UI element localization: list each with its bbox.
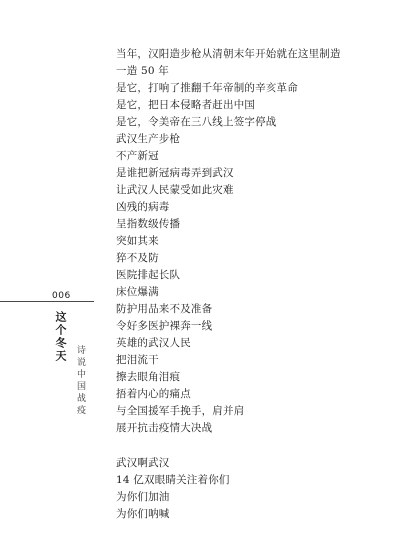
book-subtitle: 诗说中国战疫: [75, 345, 85, 417]
poem-line: 捂着内心的痛点: [116, 388, 191, 400]
poem-line: 展开抗击疫情大决战: [116, 422, 213, 434]
poem-line: 是它，把日本侵略者赶出中国: [116, 99, 256, 111]
poem-line: 呈指数级传播: [116, 218, 181, 230]
poem-line: 医院排起长队: [116, 269, 181, 281]
poem-line: 是谁把新冠病毒弄到武汉: [116, 167, 234, 179]
poem-line: 猝不及防: [116, 252, 159, 264]
margin-divider: [0, 301, 94, 302]
poem-line: 不产新冠: [116, 150, 159, 162]
stanza: [116, 455, 386, 523]
poem-line: 为你们加油: [116, 491, 170, 503]
poem-line: 一造 50 年: [116, 65, 169, 77]
poem-line: 为你们呐喊: [116, 508, 170, 520]
poem-line: 是它，打响了推翻千年帝制的辛亥革命: [116, 82, 298, 94]
poem-line: 令好多医护裸奔一线: [116, 320, 213, 332]
poem-line: 与全国援军手挽手，肩并肩: [116, 405, 245, 417]
book-title: 这个冬天: [54, 311, 67, 363]
poem-line: 14 亿双眼睛关注着你们: [116, 474, 230, 486]
poem-line: 武汉啊武汉: [116, 457, 170, 469]
poem-line: 当年，汉阳造步枪从清朝末年开始就在这里制造: [116, 48, 341, 60]
poem-line: 是它，令美帝在三八线上签字停战: [116, 116, 277, 128]
poem-body: [116, 46, 386, 523]
stanza: [116, 46, 386, 437]
poem-line: 让武汉人民蒙受如此灾难: [116, 184, 234, 196]
poem-line: 床位爆满: [116, 286, 159, 298]
poem-line: 把泪流干: [116, 354, 159, 366]
running-head: [52, 311, 87, 417]
poem-line: 武汉生产步枪: [116, 133, 181, 145]
poem-line: 凶残的病毒: [116, 201, 170, 213]
poem-line: 擦去眼角泪痕: [116, 371, 181, 383]
poem-line: 防护用品来不及准备: [116, 303, 213, 315]
poem-line: 英雄的武汉人民: [116, 337, 191, 349]
page-number: 006: [52, 291, 71, 301]
poem-line: 突如其来: [116, 235, 159, 247]
